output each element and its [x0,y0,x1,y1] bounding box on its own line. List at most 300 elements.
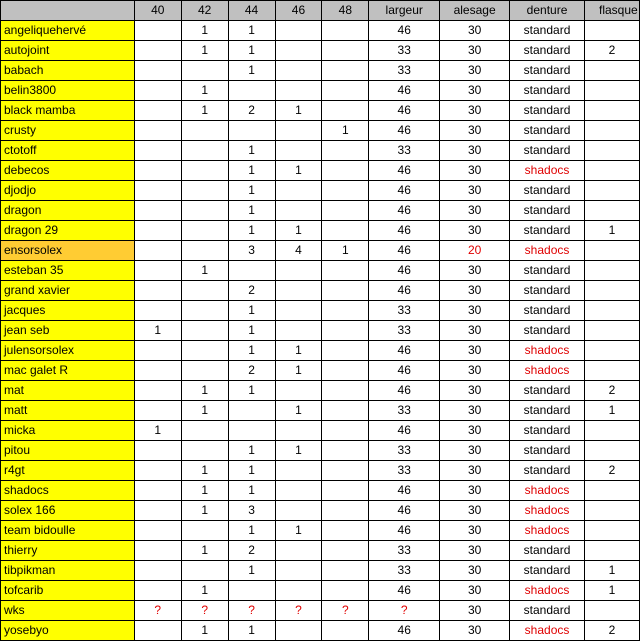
cell-42[interactable]: 1 [181,101,228,121]
cell-alesage[interactable]: 30 [440,461,510,481]
cell-44[interactable] [228,81,275,101]
cell-alesage[interactable]: 30 [440,101,510,121]
cell-48[interactable] [322,461,369,481]
cell-42[interactable]: 1 [181,401,228,421]
cell-denture[interactable]: standard [510,101,585,121]
cell-48[interactable] [322,101,369,121]
cell-48[interactable] [322,161,369,181]
cell-flasque[interactable] [584,441,639,461]
cell-40[interactable]: 1 [134,421,181,441]
cell-flasque[interactable] [584,161,639,181]
cell-denture[interactable]: shadocs [510,621,585,641]
cell-40[interactable] [134,301,181,321]
cell-flasque[interactable] [584,521,639,541]
cell-40[interactable] [134,541,181,561]
cell-48[interactable] [322,301,369,321]
cell-44[interactable]: 1 [228,321,275,341]
cell-42[interactable] [181,241,228,261]
cell-name[interactable]: matt [1,401,135,421]
cell-denture[interactable]: standard [510,281,585,301]
cell-flasque[interactable] [584,181,639,201]
cell-alesage[interactable]: 30 [440,501,510,521]
cell-48[interactable] [322,221,369,241]
cell-46[interactable] [275,461,322,481]
cell-name[interactable]: angeliquehervé [1,21,135,41]
cell-42[interactable]: 1 [181,21,228,41]
cell-48[interactable] [322,321,369,341]
cell-denture[interactable]: standard [510,561,585,581]
cell-42[interactable] [181,561,228,581]
cell-flasque[interactable] [584,321,639,341]
column-header-42[interactable]: 42 [181,1,228,21]
cell-name[interactable]: tofcarib [1,581,135,601]
cell-largeur[interactable]: 33 [369,301,440,321]
cell-alesage[interactable]: 30 [440,41,510,61]
cell-denture[interactable]: shadocs [510,241,585,261]
cell-40[interactable] [134,21,181,41]
cell-46[interactable] [275,381,322,401]
cell-42[interactable] [181,341,228,361]
cell-42[interactable]: 1 [181,381,228,401]
cell-40[interactable] [134,41,181,61]
cell-42[interactable] [181,281,228,301]
cell-denture[interactable]: standard [510,441,585,461]
cell-denture[interactable]: standard [510,401,585,421]
column-header-46[interactable]: 46 [275,1,322,21]
cell-44[interactable]: 1 [228,61,275,81]
cell-44[interactable]: 1 [228,201,275,221]
cell-48[interactable] [322,281,369,301]
cell-40[interactable] [134,181,181,201]
cell-largeur[interactable]: 46 [369,481,440,501]
cell-denture[interactable]: shadocs [510,521,585,541]
cell-46[interactable] [275,261,322,281]
cell-46[interactable] [275,121,322,141]
cell-denture[interactable]: standard [510,121,585,141]
cell-name[interactable]: esteban 35 [1,261,135,281]
cell-flasque[interactable] [584,501,639,521]
cell-alesage[interactable]: 30 [440,321,510,341]
cell-flasque[interactable]: 1 [584,221,639,241]
cell-flasque[interactable]: 2 [584,381,639,401]
cell-40[interactable] [134,361,181,381]
cell-flasque[interactable]: 1 [584,561,639,581]
cell-40[interactable] [134,161,181,181]
cell-44[interactable]: 1 [228,161,275,181]
cell-44[interactable]: 2 [228,101,275,121]
cell-name[interactable]: mac galet R [1,361,135,381]
cell-alesage[interactable]: 30 [440,521,510,541]
cell-largeur[interactable]: 46 [369,181,440,201]
cell-46[interactable]: 4 [275,241,322,261]
cell-42[interactable]: 1 [181,501,228,521]
cell-44[interactable] [228,121,275,141]
cell-name[interactable]: crusty [1,121,135,141]
cell-flasque[interactable] [584,341,639,361]
cell-flasque[interactable]: 2 [584,621,639,641]
cell-largeur[interactable]: 46 [369,521,440,541]
column-header-denture[interactable]: denture [510,1,585,21]
cell-48[interactable] [322,261,369,281]
cell-44[interactable]: 1 [228,21,275,41]
cell-largeur[interactable]: 46 [369,101,440,121]
cell-largeur[interactable]: 46 [369,221,440,241]
cell-40[interactable] [134,281,181,301]
cell-alesage[interactable]: 30 [440,121,510,141]
cell-denture[interactable]: standard [510,541,585,561]
cell-40[interactable] [134,461,181,481]
cell-alesage[interactable]: 30 [440,601,510,621]
cell-42[interactable] [181,421,228,441]
cell-40[interactable] [134,581,181,601]
cell-flasque[interactable] [584,481,639,501]
cell-40[interactable] [134,261,181,281]
cell-flasque[interactable] [584,61,639,81]
cell-42[interactable] [181,61,228,81]
cell-flasque[interactable] [584,101,639,121]
cell-alesage[interactable]: 30 [440,201,510,221]
cell-alesage[interactable]: 30 [440,581,510,601]
cell-largeur[interactable]: 33 [369,561,440,581]
cell-40[interactable] [134,221,181,241]
cell-largeur[interactable]: ? [369,601,440,621]
cell-name[interactable]: djodjo [1,181,135,201]
cell-denture[interactable]: standard [510,201,585,221]
cell-name[interactable]: shadocs [1,481,135,501]
cell-name[interactable]: ctotoff [1,141,135,161]
cell-46[interactable] [275,141,322,161]
cell-name[interactable]: dragon 29 [1,221,135,241]
cell-alesage[interactable]: 30 [440,621,510,641]
cell-46[interactable]: 1 [275,101,322,121]
cell-flasque[interactable] [584,421,639,441]
cell-largeur[interactable]: 33 [369,141,440,161]
cell-largeur[interactable]: 46 [369,121,440,141]
cell-44[interactable]: 3 [228,501,275,521]
cell-48[interactable] [322,61,369,81]
cell-flasque[interactable] [584,541,639,561]
cell-48[interactable]: 1 [322,241,369,261]
cell-42[interactable]: 1 [181,541,228,561]
cell-46[interactable] [275,81,322,101]
cell-44[interactable] [228,421,275,441]
cell-46[interactable]: 1 [275,521,322,541]
cell-name[interactable]: babach [1,61,135,81]
cell-42[interactable]: 1 [181,621,228,641]
cell-48[interactable] [322,361,369,381]
cell-denture[interactable]: standard [510,41,585,61]
cell-42[interactable]: 1 [181,481,228,501]
cell-46[interactable] [275,281,322,301]
cell-denture[interactable]: standard [510,181,585,201]
cell-40[interactable]: 1 [134,321,181,341]
cell-48[interactable] [322,21,369,41]
cell-48[interactable]: 1 [322,121,369,141]
cell-denture[interactable]: standard [510,61,585,81]
cell-flasque[interactable] [584,281,639,301]
cell-48[interactable]: ? [322,601,369,621]
cell-44[interactable]: 1 [228,621,275,641]
cell-40[interactable] [134,401,181,421]
cell-48[interactable] [322,501,369,521]
cell-42[interactable] [181,221,228,241]
cell-largeur[interactable]: 46 [369,241,440,261]
cell-40[interactable] [134,101,181,121]
cell-name[interactable]: autojoint [1,41,135,61]
cell-denture[interactable]: shadocs [510,481,585,501]
cell-denture[interactable]: standard [510,141,585,161]
cell-largeur[interactable]: 46 [369,201,440,221]
cell-42[interactable] [181,201,228,221]
cell-42[interactable]: ? [181,601,228,621]
cell-44[interactable]: 1 [228,221,275,241]
cell-48[interactable] [322,201,369,221]
cell-42[interactable] [181,181,228,201]
cell-alesage[interactable]: 30 [440,481,510,501]
cell-44[interactable]: 2 [228,281,275,301]
cell-44[interactable]: 2 [228,361,275,381]
cell-48[interactable] [322,141,369,161]
cell-largeur[interactable]: 46 [369,501,440,521]
cell-40[interactable] [134,481,181,501]
cell-largeur[interactable]: 46 [369,281,440,301]
cell-name[interactable]: mat [1,381,135,401]
cell-largeur[interactable]: 33 [369,401,440,421]
cell-40[interactable] [134,381,181,401]
cell-alesage[interactable]: 30 [440,561,510,581]
cell-largeur[interactable]: 33 [369,41,440,61]
cell-44[interactable]: 3 [228,241,275,261]
cell-name[interactable]: black mamba [1,101,135,121]
cell-denture[interactable]: shadocs [510,361,585,381]
cell-largeur[interactable]: 46 [369,21,440,41]
cell-name[interactable]: yosebyo [1,621,135,641]
cell-42[interactable] [181,121,228,141]
cell-44[interactable]: ? [228,601,275,621]
cell-flasque[interactable] [584,601,639,621]
cell-46[interactable] [275,321,322,341]
cell-40[interactable] [134,521,181,541]
cell-46[interactable] [275,581,322,601]
cell-largeur[interactable]: 33 [369,441,440,461]
cell-46[interactable] [275,501,322,521]
cell-40[interactable] [134,81,181,101]
cell-alesage[interactable]: 30 [440,341,510,361]
cell-alesage[interactable]: 30 [440,301,510,321]
cell-46[interactable]: 1 [275,221,322,241]
cell-denture[interactable]: shadocs [510,341,585,361]
column-header-44[interactable]: 44 [228,1,275,21]
cell-40[interactable] [134,201,181,221]
cell-48[interactable] [322,441,369,461]
cell-44[interactable]: 1 [228,561,275,581]
cell-46[interactable] [275,201,322,221]
cell-46[interactable] [275,621,322,641]
cell-name[interactable]: julensorsolex [1,341,135,361]
cell-denture[interactable]: standard [510,461,585,481]
cell-largeur[interactable]: 46 [369,261,440,281]
cell-48[interactable] [322,41,369,61]
cell-46[interactable] [275,561,322,581]
cell-42[interactable]: 1 [181,581,228,601]
cell-48[interactable] [322,481,369,501]
cell-44[interactable]: 1 [228,181,275,201]
cell-44[interactable]: 2 [228,541,275,561]
cell-flasque[interactable] [584,261,639,281]
cell-46[interactable] [275,41,322,61]
cell-alesage[interactable]: 30 [440,261,510,281]
cell-alesage[interactable]: 30 [440,421,510,441]
cell-denture[interactable]: standard [510,81,585,101]
cell-flasque[interactable] [584,241,639,261]
cell-largeur[interactable]: 46 [369,81,440,101]
cell-48[interactable] [322,561,369,581]
cell-name[interactable]: dragon [1,201,135,221]
cell-40[interactable] [134,61,181,81]
cell-46[interactable]: 1 [275,361,322,381]
cell-largeur[interactable]: 46 [369,621,440,641]
cell-40[interactable] [134,141,181,161]
column-header-48[interactable]: 48 [322,1,369,21]
cell-largeur[interactable]: 46 [369,421,440,441]
cell-46[interactable] [275,421,322,441]
cell-name[interactable]: wks [1,601,135,621]
cell-denture[interactable]: standard [510,261,585,281]
cell-46[interactable] [275,61,322,81]
cell-46[interactable]: 1 [275,341,322,361]
cell-46[interactable] [275,21,322,41]
cell-alesage[interactable]: 30 [440,141,510,161]
cell-44[interactable]: 1 [228,521,275,541]
cell-40[interactable] [134,441,181,461]
cell-48[interactable] [322,521,369,541]
cell-48[interactable] [322,381,369,401]
cell-alesage[interactable]: 20 [440,241,510,261]
cell-42[interactable] [181,161,228,181]
cell-largeur[interactable]: 33 [369,541,440,561]
cell-44[interactable] [228,581,275,601]
cell-name[interactable]: r4gt [1,461,135,481]
cell-largeur[interactable]: 33 [369,61,440,81]
cell-alesage[interactable]: 30 [440,441,510,461]
cell-alesage[interactable]: 30 [440,381,510,401]
cell-40[interactable] [134,341,181,361]
cell-40[interactable] [134,241,181,261]
cell-46[interactable] [275,181,322,201]
cell-46[interactable] [275,301,322,321]
cell-name[interactable]: jean seb [1,321,135,341]
cell-flasque[interactable]: 2 [584,461,639,481]
cell-alesage[interactable]: 30 [440,161,510,181]
cell-largeur[interactable]: 46 [369,361,440,381]
cell-name[interactable]: jacques [1,301,135,321]
cell-denture[interactable]: shadocs [510,581,585,601]
cell-largeur[interactable]: 46 [369,161,440,181]
cell-42[interactable] [181,301,228,321]
cell-46[interactable]: ? [275,601,322,621]
cell-flasque[interactable] [584,361,639,381]
cell-denture[interactable]: standard [510,601,585,621]
cell-denture[interactable]: standard [510,321,585,341]
cell-largeur[interactable]: 33 [369,461,440,481]
cell-44[interactable]: 1 [228,301,275,321]
cell-42[interactable] [181,361,228,381]
cell-42[interactable] [181,521,228,541]
cell-40[interactable] [134,121,181,141]
cell-alesage[interactable]: 30 [440,81,510,101]
cell-46[interactable] [275,541,322,561]
cell-48[interactable] [322,181,369,201]
cell-40[interactable] [134,621,181,641]
cell-flasque[interactable]: 1 [584,581,639,601]
cell-flasque[interactable] [584,21,639,41]
cell-alesage[interactable]: 30 [440,361,510,381]
cell-48[interactable] [322,581,369,601]
cell-flasque[interactable]: 2 [584,41,639,61]
cell-44[interactable]: 1 [228,341,275,361]
cell-44[interactable]: 1 [228,141,275,161]
cell-largeur[interactable]: 46 [369,341,440,361]
cell-42[interactable]: 1 [181,81,228,101]
cell-44[interactable]: 1 [228,481,275,501]
cell-42[interactable]: 1 [181,41,228,61]
cell-46[interactable]: 1 [275,401,322,421]
column-header-name[interactable] [1,1,135,21]
cell-name[interactable]: thierry [1,541,135,561]
column-header-flasque[interactable]: flasque [584,1,639,21]
cell-40[interactable] [134,501,181,521]
column-header-largeur[interactable]: largeur [369,1,440,21]
cell-alesage[interactable]: 30 [440,541,510,561]
cell-alesage[interactable]: 30 [440,21,510,41]
cell-42[interactable]: 1 [181,461,228,481]
cell-48[interactable] [322,81,369,101]
column-header-40[interactable]: 40 [134,1,181,21]
cell-denture[interactable]: standard [510,301,585,321]
cell-name[interactable]: team bidoulle [1,521,135,541]
cell-42[interactable] [181,141,228,161]
cell-denture[interactable]: standard [510,21,585,41]
cell-flasque[interactable] [584,201,639,221]
cell-alesage[interactable]: 30 [440,281,510,301]
cell-flasque[interactable] [584,301,639,321]
cell-42[interactable] [181,321,228,341]
cell-denture[interactable]: standard [510,381,585,401]
cell-44[interactable]: 1 [228,441,275,461]
cell-name[interactable]: micka [1,421,135,441]
cell-flasque[interactable]: 1 [584,401,639,421]
cell-46[interactable] [275,481,322,501]
cell-name[interactable]: solex 166 [1,501,135,521]
cell-flasque[interactable] [584,81,639,101]
column-header-alesage[interactable]: alesage [440,1,510,21]
cell-denture[interactable]: shadocs [510,501,585,521]
cell-name[interactable]: grand xavier [1,281,135,301]
cell-44[interactable]: 1 [228,41,275,61]
cell-46[interactable]: 1 [275,441,322,461]
cell-alesage[interactable]: 30 [440,401,510,421]
cell-name[interactable]: pitou [1,441,135,461]
cell-denture[interactable]: standard [510,221,585,241]
cell-largeur[interactable]: 46 [369,581,440,601]
cell-largeur[interactable]: 46 [369,381,440,401]
cell-flasque[interactable] [584,141,639,161]
cell-denture[interactable]: shadocs [510,161,585,181]
cell-46[interactable]: 1 [275,161,322,181]
cell-flasque[interactable] [584,121,639,141]
cell-44[interactable] [228,261,275,281]
cell-48[interactable] [322,541,369,561]
